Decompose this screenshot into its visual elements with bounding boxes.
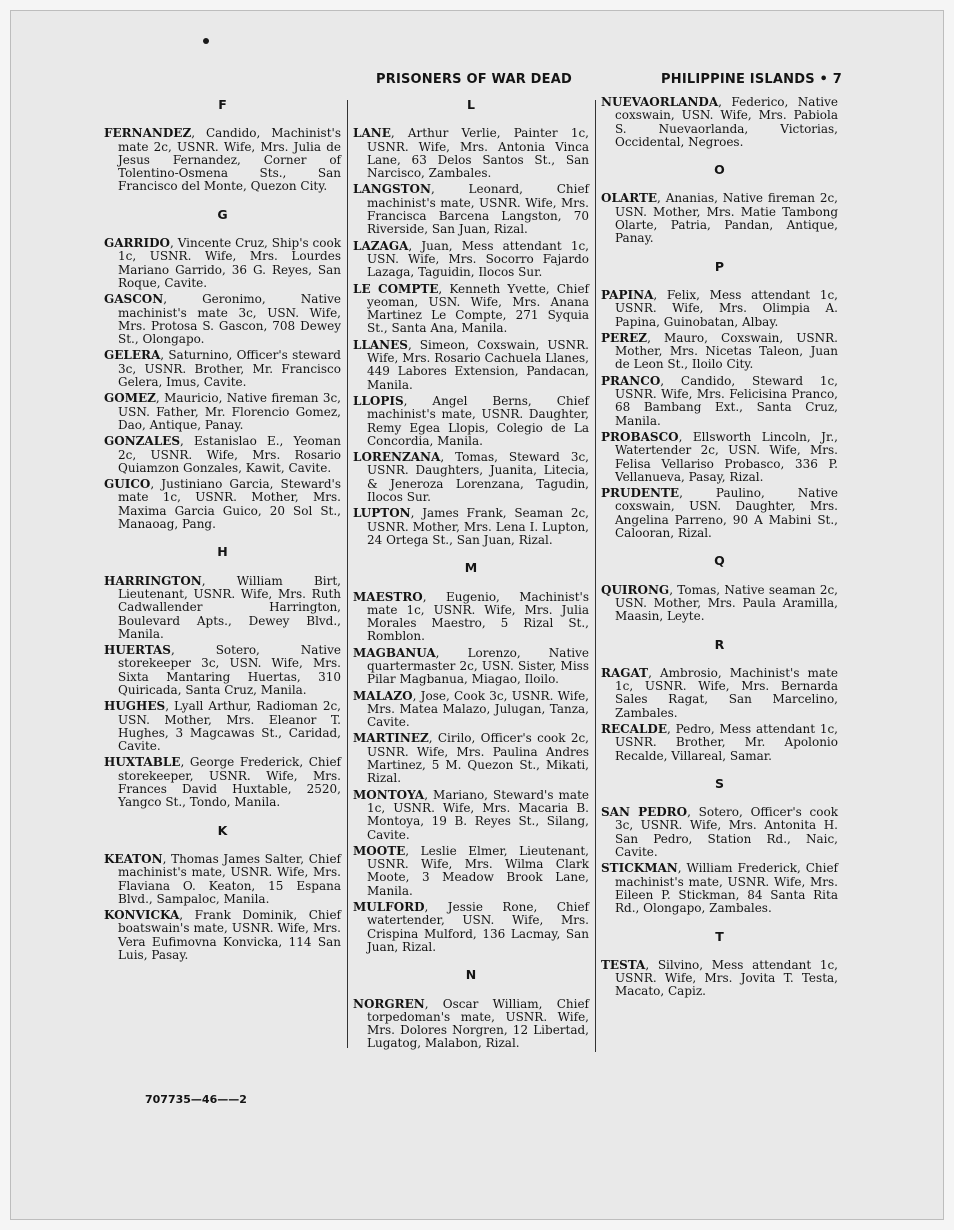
running-head (376, 72, 842, 90)
entry-surname: FERNANDEZ (104, 126, 192, 141)
column-rule (347, 100, 348, 1048)
entry-surname: PRUDENTE (601, 486, 680, 501)
roster-entry (104, 575, 341, 641)
entry-details: , Estanislao E., Yeoman 2c, USNR. Wife, Mrs. Rosario Quiamzon Gonzales, Kawit, Cavite. (118, 434, 341, 475)
entry-details: , Justiniano Garcia, Steward's mate 1c, USNR. Mother, Mrs. Maxima Garcia Guico, 20 Sol St., Manaoag, Pang. (118, 477, 341, 532)
entry-surname: MARTINEZ (353, 731, 429, 746)
entry-surname: MOOTE (353, 843, 406, 858)
entry-surname: LE COMPTE (353, 281, 439, 296)
entry-details: , Leslie Elmer, Lieutenant, USNR. Wife, Mrs. Wilma Clark Moote, 3 Meadow Brook Lane, Manila. (367, 843, 589, 898)
entry-details: , Sotero, Officer's cook 3c, USNR. Wife, Mrs. Antonita H. San Pedro, Station Rd., Naic, Cavite. (615, 805, 838, 860)
roster-entry (104, 392, 341, 432)
roster-entry (601, 584, 838, 624)
roster-entry (353, 998, 589, 1051)
roster-entry (353, 901, 589, 954)
entry-surname: PAPINA (601, 287, 654, 302)
roster-entry (353, 395, 589, 448)
header-section: PHILIPPINE ISLANDS (661, 72, 815, 87)
roster-entry (353, 591, 589, 644)
header-title: PRISONERS OF WAR DEAD (376, 72, 572, 87)
entry-details: , Jessie Rone, Chief watertender, USN. Wife, Mrs. Crispina Mulford, 136 Lacmay, San Juan, Rizal. (367, 900, 589, 954)
print-code: 707735—46——2 (145, 1093, 247, 1106)
section-letter-heading: F (218, 97, 227, 112)
roster-entry (104, 756, 341, 809)
entry-surname: LANE (353, 126, 391, 141)
entry-surname: GARRIDO (104, 236, 170, 251)
roster-entry (601, 862, 838, 915)
entry-surname: LLOPIS (353, 393, 404, 408)
entry-details: , Tomas, Native seaman 2c, USN. Mother, Mrs. Paula Aramilla, Maasin, Leyte. (615, 582, 838, 624)
entry-details: , George Frederick, Chief storekeeper, USNR. Wife, Mrs. Frances David Huxtable, 2520, Yangco St., Tondo, Manila. (118, 755, 341, 810)
entry-surname: NUEVAORLANDA (601, 95, 719, 109)
section-letter-heading: S (714, 775, 724, 791)
entry-details: , Frank Dominik, Chief boatswain's mate, USNR. Wife, Mrs. Vera Eufimovna Konvicka, 114 San Luis, Pasay. (118, 908, 341, 963)
entry-details: , Ellsworth Lincoln, Jr., Watertender 2c, USN. Wife, Mrs. Felisa Vellariso Probasco, 336 P. Vellanueva, Pasay, Rizal. (615, 429, 838, 484)
section-letter-heading: L (467, 97, 475, 112)
roster-entry (601, 431, 838, 484)
roster-entry (104, 478, 341, 531)
entry-details: , Pedro, Mess attendant 1c, USNR. Brother, Mr. Apolonio Recalde, Villareal, Samar. (615, 721, 838, 763)
entry-details: , Saturnino, Officer's steward 3c, USNR. Brother, Mr. Francisco Gelera, Imus, Cavite. (118, 348, 341, 390)
entry-surname: RECALDE (601, 721, 667, 736)
entry-surname: HUGHES (104, 699, 166, 714)
roster-entry (353, 507, 589, 547)
entry-details: , Kenneth Yvette, Chief yeoman, USN. Wife, Mrs. Anana Martinez Le Compte, 271 Syquia St., Santa Ana, Manila. (367, 281, 589, 336)
entry-details: , Cirilo, Officer's cook 2c, USNR. Wife, Mrs. Paulina Andres Martinez, 5 M. Quezon St., Mikati, Rizal. (367, 731, 589, 786)
entry-details: , Felix, Mess attendant 1c, USNR. Wife, Mrs. Olimpia A. Papina, Guinobatan, Albay. (615, 287, 838, 329)
entry-surname: GOMEZ (104, 391, 156, 406)
roster-entry (353, 451, 589, 504)
entry-surname: QUIRONG (601, 582, 670, 597)
entry-surname: MAGBANUA (353, 645, 436, 660)
entry-surname: MAESTRO (353, 589, 423, 604)
roster-entry (104, 700, 341, 753)
entry-surname: RAGAT (601, 665, 649, 680)
entry-details: , Thomas James Salter, Chief machinist's mate, USNR. Wife, Mrs. Flaviana O. Keaton, 15 Espana Blvd., Sampaloc, Manila. (118, 851, 341, 906)
entry-surname: GONZALES (104, 434, 180, 449)
header-section-and-page: PHILIPPINE ISLANDS • 7 (661, 72, 842, 87)
entry-details: , Sotero, Native storekeeper 3c, USN. Wife, Mrs. Sixta Mantaring Huertas, 310 Quiricada, Santa Cruz, Manila. (118, 643, 341, 697)
entry-surname: HUERTAS (104, 643, 171, 658)
entry-details: , Juan, Mess attendant 1c, USN. Wife, Mrs. Socorro Fajardo Lazaga, Taguidin, Ilocos Sur. (367, 238, 589, 280)
column-1 (104, 96, 341, 965)
roster-entry (601, 332, 838, 372)
roster-entry (601, 723, 838, 763)
roster-entry (601, 487, 838, 540)
entry-details: , Geronimo, Native machinist's mate 3c, USN. Wife, Mrs. Protosa S. Gascon, 708 Dewey St., Olongapo. (118, 292, 341, 347)
column-rule (595, 100, 596, 1052)
entry-surname: GUICO (104, 477, 151, 492)
roster-entry (353, 690, 589, 730)
entry-surname: GELERA (104, 348, 161, 363)
entry-details: , James Frank, Seaman 2c, USNR. Mother, Mrs. Lena I. Lupton, 24 Ortega St., San Juan, Rizal. (367, 506, 589, 547)
roster-entry (601, 375, 838, 428)
roster-entry (104, 853, 341, 906)
entry-details: , Eugenio, Machinist's mate 1c, USNR. Wife, Mrs. Julia Morales Maestro, 5 Rizal St., Romblon. (367, 589, 589, 644)
roster-entry (104, 293, 341, 346)
entry-surname: HUXTABLE (104, 755, 181, 770)
entry-surname: LUPTON (353, 506, 411, 521)
section-letter-heading: R (714, 636, 725, 652)
roster-entry (353, 283, 589, 336)
entry-details: , William Birt, Lieutenant, USNR. Wife, Mrs. Ruth Cadwallender Harrington, Boulevard Apts., Dewey Blvd., Manila. (118, 573, 341, 641)
roster-entry (353, 845, 589, 898)
entry-details: , Silvino, Mess attendant 1c, USNR. Wife, Mrs. Jovita T. Testa, Macato, Capiz. (615, 957, 838, 999)
roster-entry (353, 647, 589, 687)
entry-surname: LAZAGA (353, 238, 409, 253)
entry-surname: LLANES (353, 337, 408, 352)
roster-entry (104, 644, 341, 697)
section-letter-heading: H (217, 544, 228, 560)
entry-surname: PRANCO (601, 373, 661, 388)
entry-details: , Oscar William, Chief torpedoman's mate, USNR. Wife, Mrs. Dolores Norgren, 12 Libertad, Lugatog, Malabon, Rizal. (367, 996, 589, 1051)
entry-surname: NORGREN (353, 996, 425, 1011)
roster-entry (353, 339, 589, 392)
entry-details: , Ambrosio, Machinist's mate 1c, USNR. Wife, Mrs. Bernarda Sales Ragat, San Marcelino, Zambales. (615, 665, 838, 720)
entry-surname: HARRINGTON (104, 573, 202, 588)
section-letter-heading: Q (714, 553, 725, 569)
roster-entry (104, 435, 341, 475)
column-3 (601, 96, 838, 1002)
column-2 (353, 96, 589, 1054)
entry-details: , Vincente Cruz, Ship's cook 1c, USNR. Wife, Mrs. Lourdes Mariano Garrido, 36 G. Reyes, San Roque, Cavite. (118, 236, 341, 290)
page-dot-mark (203, 38, 209, 44)
entry-surname: SAN PEDRO (601, 805, 688, 820)
roster-entry (601, 289, 838, 329)
roster-entry (353, 240, 589, 280)
entry-details: , Simeon, Coxswain, USNR. Wife, Mrs. Rosario Cachuela Llanes, 449 Labores Extension, Pandacan, Manila. (367, 337, 589, 392)
roster-entry (104, 349, 341, 389)
roster-entry (601, 667, 838, 720)
entry-surname: TESTA (601, 957, 646, 972)
section-letter-heading: O (714, 162, 725, 178)
roster-entry (353, 127, 589, 180)
section-letter-heading: K (217, 822, 228, 838)
entry-surname: STICKMAN (601, 861, 678, 876)
entry-details: , Candido, Machinist's mate 2c, USNR. Wife, Mrs. Julia de Jesus Fernandez, Corner of Tolentino-Osmena Sts., San Francisco del Monte, Quezon City. (118, 126, 341, 194)
entry-details: , Jose, Cook 3c, USNR. Wife, Mrs. Matea Malazo, Julugan, Tanza, Cavite. (367, 688, 589, 730)
entry-details: , Tomas, Steward 3c, USNR. Daughters, Juanita, Litecia, & Jeneroza Lorenzana, Tagudin, Ilocos Sur. (367, 450, 589, 505)
entry-details: , Leonard, Chief machinist's mate, USNR. Wife, Mrs. Francisca Barcena Langston, 70 Riverside, San Juan, Rizal. (367, 182, 589, 237)
section-letter-heading: M (464, 560, 478, 576)
roster-entry (601, 959, 838, 999)
entry-details: , William Frederick, Chief machinist's mate, USNR. Wife, Mrs. Eileen P. Stickman, 84 Santa Rita Rd., Olongapo, Zambales. (615, 861, 838, 916)
section-letter-heading: T (715, 928, 724, 944)
entry-details: , Mauricio, Native fireman 3c, USN. Father, Mr. Florencio Gomez, Dao, Antique, Panay. (118, 391, 341, 432)
section-letter-heading: P (714, 258, 725, 274)
roster-entry (353, 789, 589, 842)
entry-surname: LANGSTON (353, 182, 431, 197)
entry-surname: PEREZ (601, 330, 648, 345)
page-number: 7 (832, 72, 842, 87)
roster-entry (353, 183, 589, 236)
roster-entry (104, 909, 341, 962)
roster-entry (601, 192, 838, 245)
entry-surname: MONTOYA (353, 787, 425, 802)
entry-details: , Paulino, Native coxswain, USN. Daughter, Mrs. Angelina Parreno, 90 A Mabini St., Calooran, Rizal. (615, 486, 838, 541)
entry-surname: MULFORD (353, 900, 425, 915)
entry-details: , Mauro, Coxswain, USNR. Mother, Mrs. Nicetas Taleon, Juan de Leon St., Iloilo City. (615, 330, 838, 372)
entry-surname: MALAZO (353, 688, 413, 703)
section-letter-heading: N (465, 967, 477, 983)
roster-entry (104, 127, 341, 193)
entry-details: , Federico, Native coxswain, USN. Wife, Mrs. Pabiola S. Nuevaorlanda, Victorias, Occidental, Negroes. (615, 95, 838, 149)
entry-surname: KEATON (104, 851, 163, 866)
entry-details: , Angel Berns, Chief machinist's mate, USNR. Daughter, Remy Egea Llopis, Colegio de La Concordia, Manila. (367, 393, 589, 448)
entry-details: , Candido, Steward 1c, USNR. Wife, Mrs. Felicisina Pranco, 68 Bambang Ext., Santa Cruz, Manila. (615, 373, 838, 428)
entry-surname: OLARTE (601, 191, 658, 206)
roster-entry (601, 96, 838, 149)
entry-details: , Lyall Arthur, Radioman 2c, USN. Mother, Mrs. Eleanor T. Hughes, 3 Magcawas St., Caridad, Cavite. (118, 699, 341, 754)
roster-entry (104, 237, 341, 290)
entry-surname: GASCON (104, 292, 164, 307)
section-letter-heading: G (217, 206, 228, 222)
entry-details: , Arthur Verlie, Painter 1c, USNR. Wife, Mrs. Antonia Vinca Lane, 63 Delos Santos St., San Narcisco, Zambales. (367, 126, 589, 181)
roster-entry (353, 732, 589, 785)
entry-surname: PROBASCO (601, 429, 679, 444)
entry-surname: KONVICKA (104, 908, 180, 923)
entry-details: , Lorenzo, Native quartermaster 2c, USN. Sister, Miss Pilar Magbanua, Miagao, Iloilo. (367, 645, 589, 687)
entry-surname: LORENZANA (353, 450, 441, 465)
entry-details: , Ananias, Native fireman 2c, USN. Mother, Mrs. Matie Tambong Olarte, Patria, Pandan, Antique, Panay. (615, 191, 838, 246)
entry-details: , Mariano, Steward's mate 1c, USNR. Wife, Mrs. Macaria B. Montoya, 19 B. Reyes St., Silang, Cavite. (367, 787, 589, 842)
roster-entry (601, 806, 838, 859)
